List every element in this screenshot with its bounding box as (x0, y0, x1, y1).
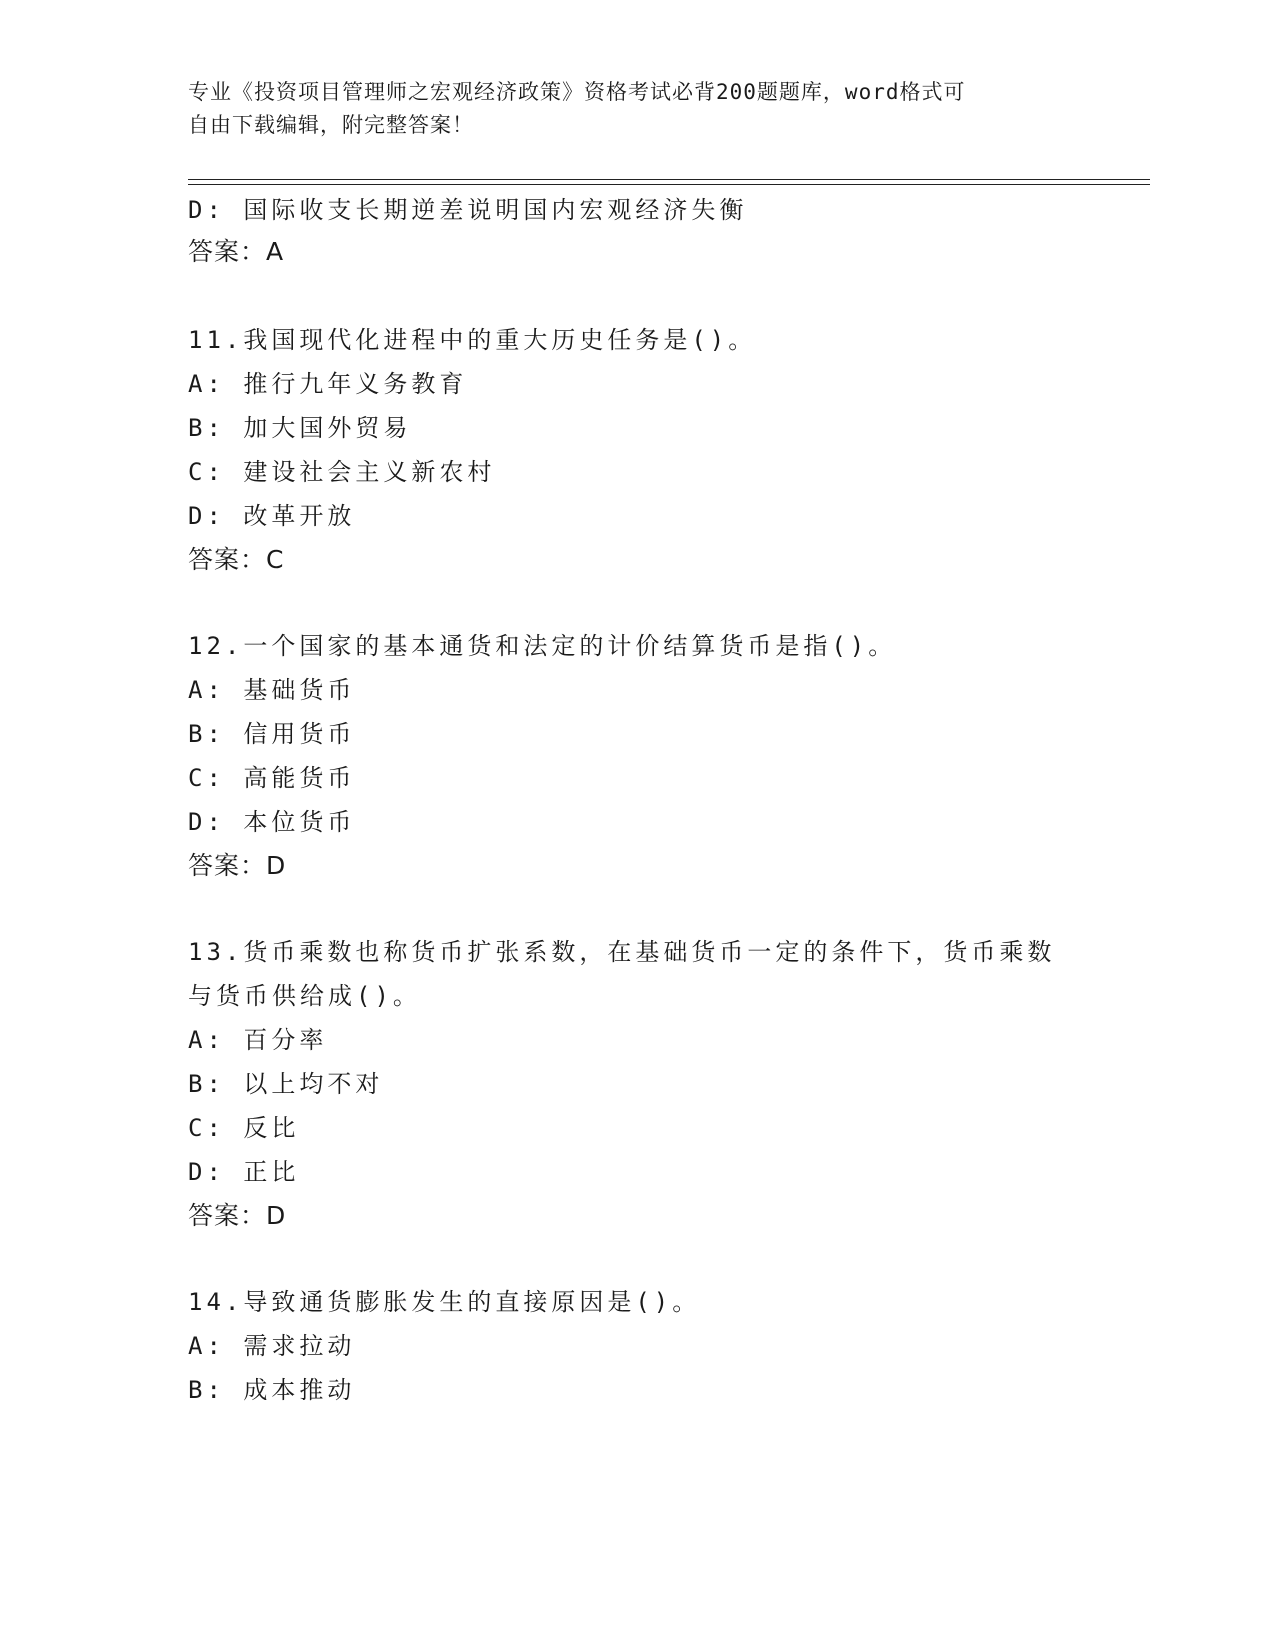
header-divider-bottom (188, 184, 1150, 185)
q13-answer: 答案：D (188, 1201, 287, 1230)
prev-option-d: D: 国际收支长期逆差说明国内宏观经济失衡 (188, 196, 748, 224)
q12-option-c: C: 高能货币 (188, 764, 356, 792)
q14-stem: 14.导致通货膨胀发生的直接原因是()。 (188, 1288, 701, 1316)
q11-stem: 11.我国现代化进程中的重大历史任务是()。 (188, 326, 757, 354)
q13-option-a: A: 百分率 (188, 1026, 328, 1054)
q12-option-b: B: 信用货币 (188, 720, 356, 748)
q11-option-b: B: 加大国外贸易 (188, 414, 412, 442)
q12-option-a: A: 基础货币 (188, 676, 356, 704)
q14-option-a: A: 需求拉动 (188, 1332, 356, 1360)
q11-option-d: D: 改革开放 (188, 502, 356, 530)
q13-option-c: C: 反比 (188, 1114, 300, 1142)
q14-option-b: B: 成本推动 (188, 1376, 356, 1404)
q13-stem-line-1: 13.货币乘数也称货币扩张系数，在基础货币一定的条件下，货币乘数 (188, 938, 1056, 966)
q12-answer: 答案：D (188, 851, 287, 880)
q13-option-d: D: 正比 (188, 1158, 300, 1186)
q11-option-a: A: 推行九年义务教育 (188, 370, 468, 398)
q11-answer: 答案：C (188, 545, 285, 574)
header-line-2: 自由下载编辑，附完整答案！ (188, 113, 474, 137)
document-header (188, 76, 1088, 142)
q12-stem: 12.一个国家的基本通货和法定的计价结算货币是指()。 (188, 632, 897, 660)
q11-option-c: C: 建设社会主义新农村 (188, 458, 496, 486)
header-divider-top (188, 179, 1150, 180)
header-line-1: 专业《投资项目管理师之宏观经济政策》资格考试必背200题题库，word格式可 (188, 80, 966, 104)
prev-answer: 答案：A (188, 237, 285, 266)
q13-option-b: B: 以上均不对 (188, 1070, 384, 1098)
q12-option-d: D: 本位货币 (188, 808, 356, 836)
q13-stem-line-2: 与货币供给成()。 (188, 982, 421, 1010)
